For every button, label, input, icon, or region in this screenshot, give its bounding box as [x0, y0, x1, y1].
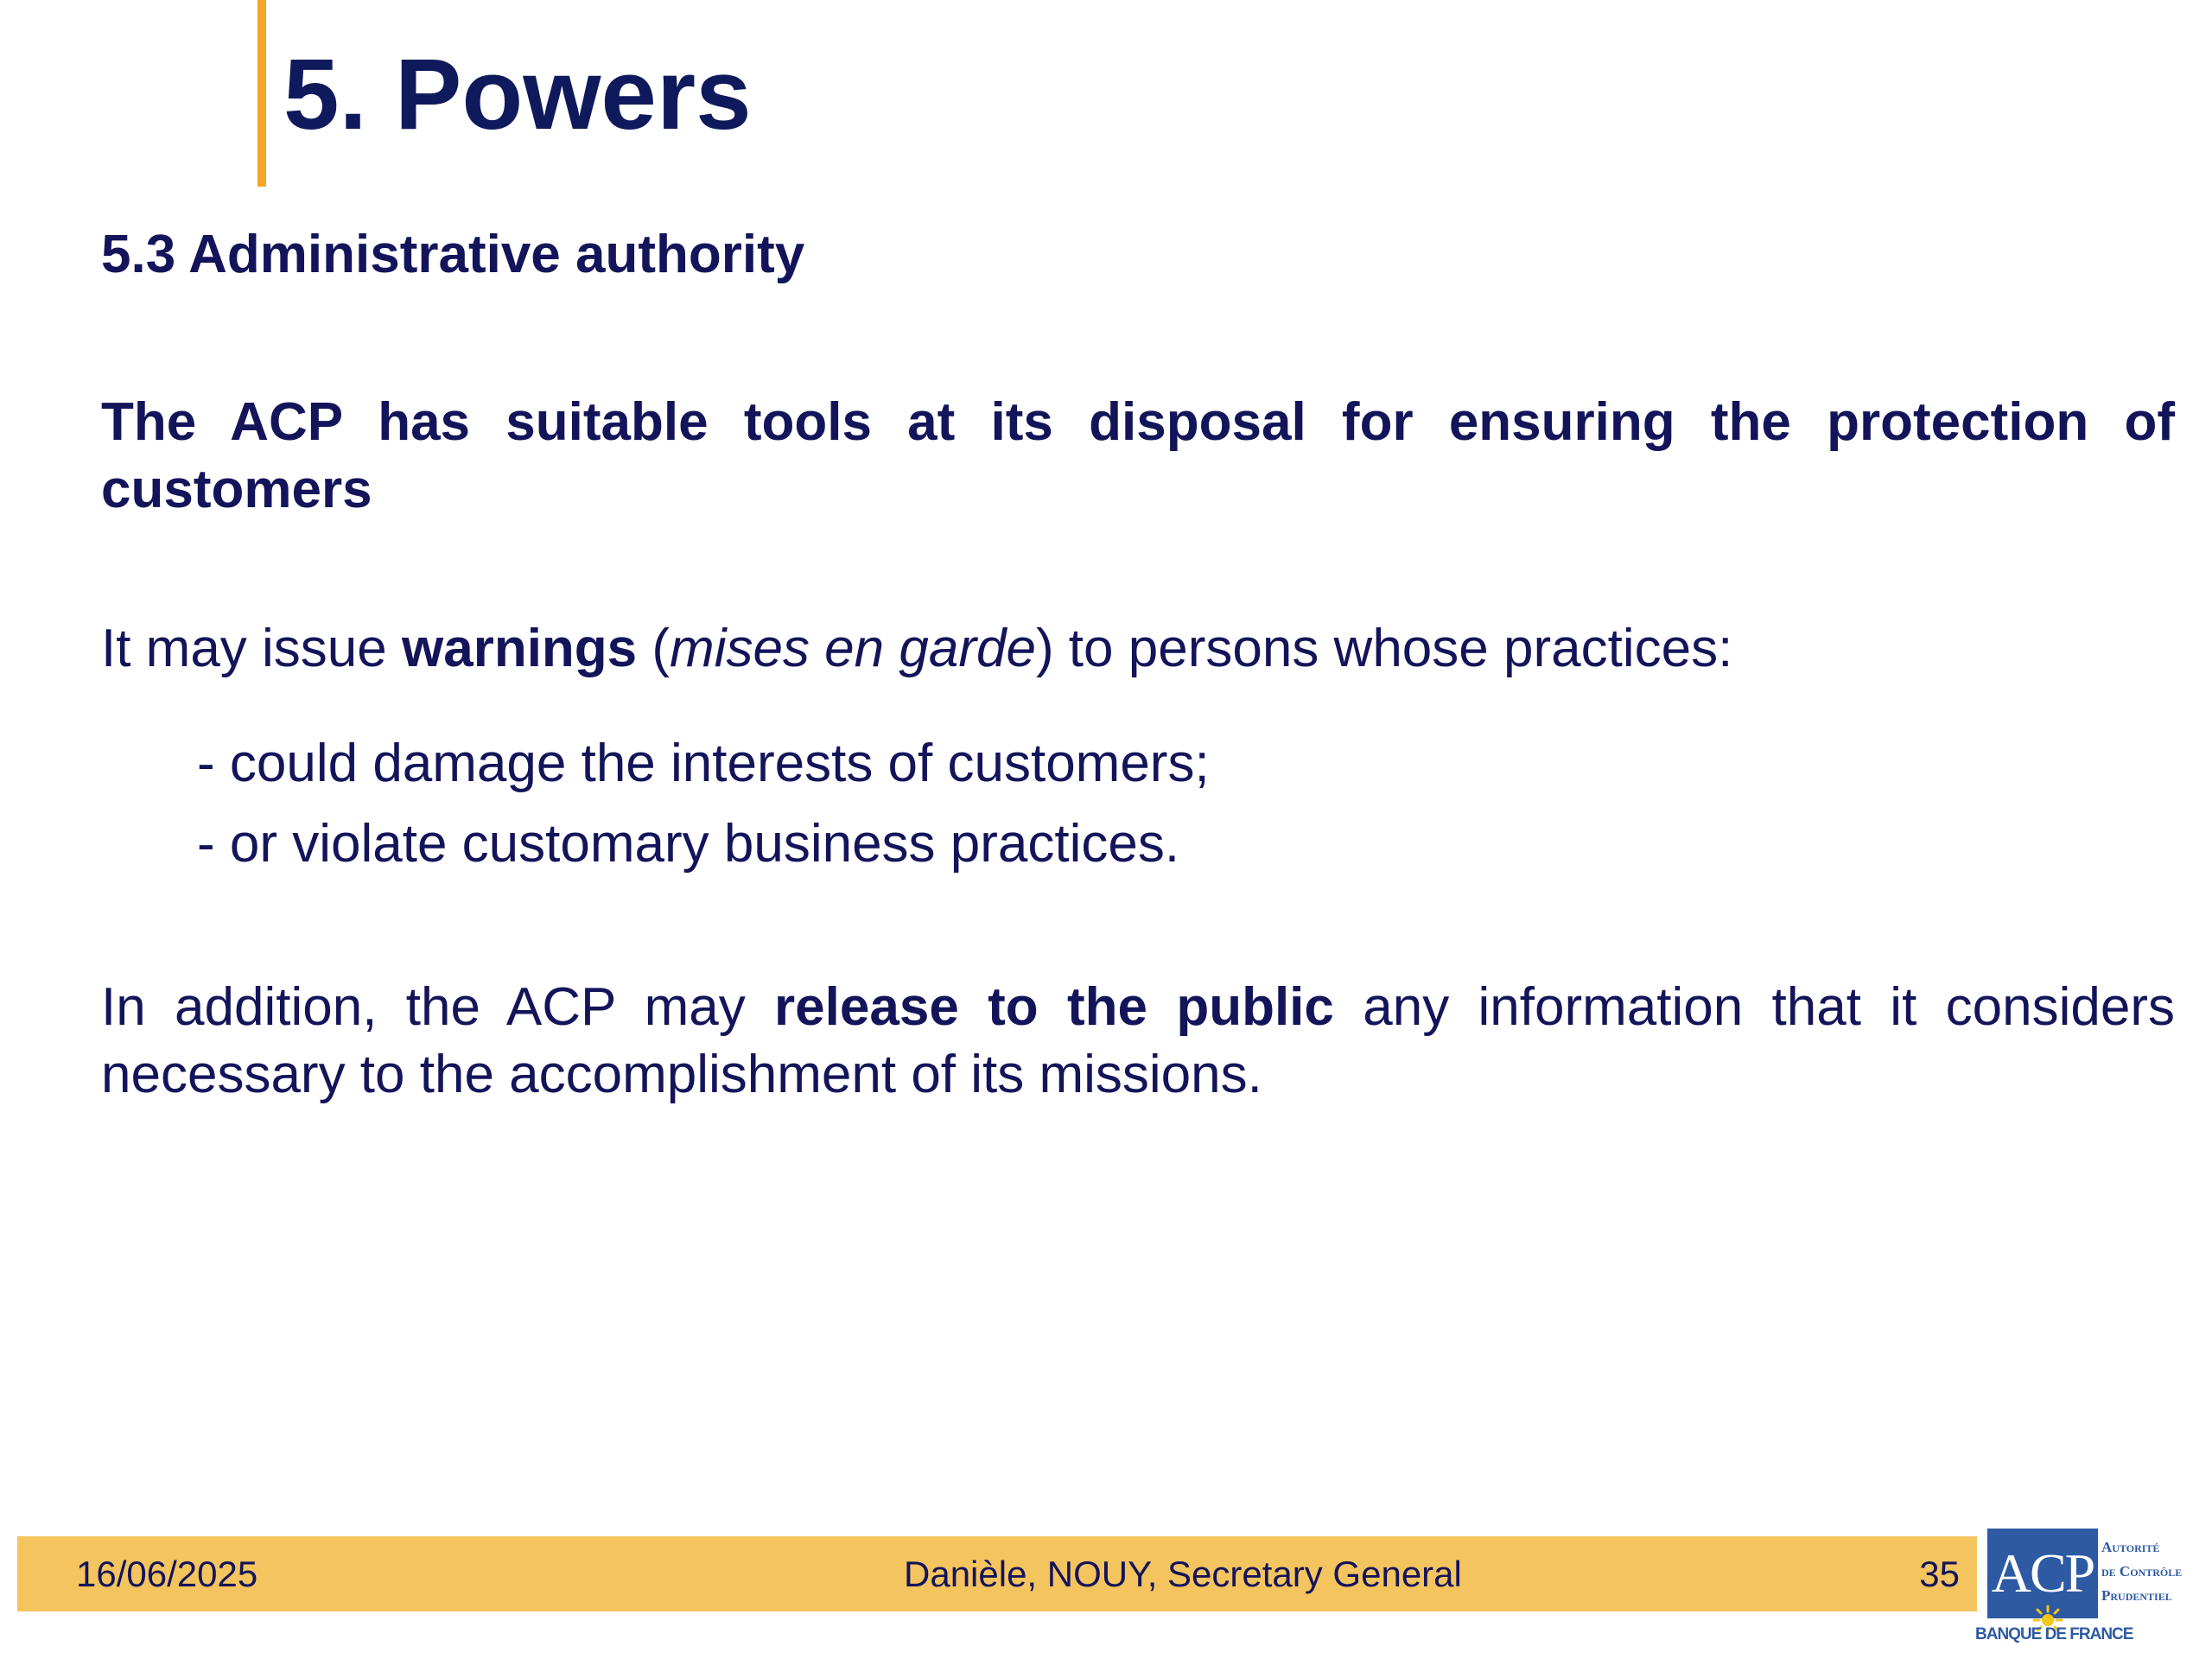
- release-text-before: In addition, the ACP may: [101, 977, 775, 1037]
- slide-title: 5. Powers: [283, 38, 752, 150]
- practices-list: [197, 730, 1210, 891]
- warnings-text-before: It may issue: [101, 619, 402, 678]
- logo-line-3: Prudentiel: [2101, 1587, 2172, 1604]
- logo-bank: BANQUE DE FRANCE: [1975, 1625, 2133, 1643]
- list-item: - could damage the interests of customers;: [197, 734, 1210, 793]
- logo-line-2: de Contrôle: [2101, 1563, 2183, 1580]
- warnings-text-after: ) to persons whose practices:: [1035, 619, 1733, 678]
- warnings-paren-open: (: [637, 619, 671, 678]
- intro-paragraph: The ACP has suitable tools at its disposal for ensuring the protection of customers: [101, 392, 2175, 519]
- section-subtitle: 5.3 Administrative authority: [101, 225, 805, 284]
- logo-line-1: Autorité: [2101, 1539, 2160, 1555]
- release-paragraph: [101, 974, 2175, 1109]
- footer-date: 16/06/2025: [76, 1554, 258, 1594]
- release-bold: release to the public: [774, 977, 1334, 1037]
- title-accent-bar: [257, 0, 266, 187]
- warnings-paragraph: [101, 615, 2175, 683]
- logo-name: [2101, 1535, 2182, 1608]
- logo-acronym: ACP: [1987, 1529, 2098, 1618]
- warnings-bold: warnings: [402, 619, 638, 678]
- footer-bar: [17, 1536, 1977, 1611]
- release-text-after: any information that it considers necessary to the accomplishment of its missions.: [101, 977, 2175, 1104]
- page-number: 35: [1919, 1554, 1960, 1594]
- list-item: - or violate customary business practices.: [197, 814, 1180, 874]
- warnings-italic: mises en garde: [670, 619, 1036, 678]
- footer-author: Danièle, NOUY, Secretary General: [904, 1554, 1462, 1594]
- acp-logo: [1975, 1525, 2207, 1655]
